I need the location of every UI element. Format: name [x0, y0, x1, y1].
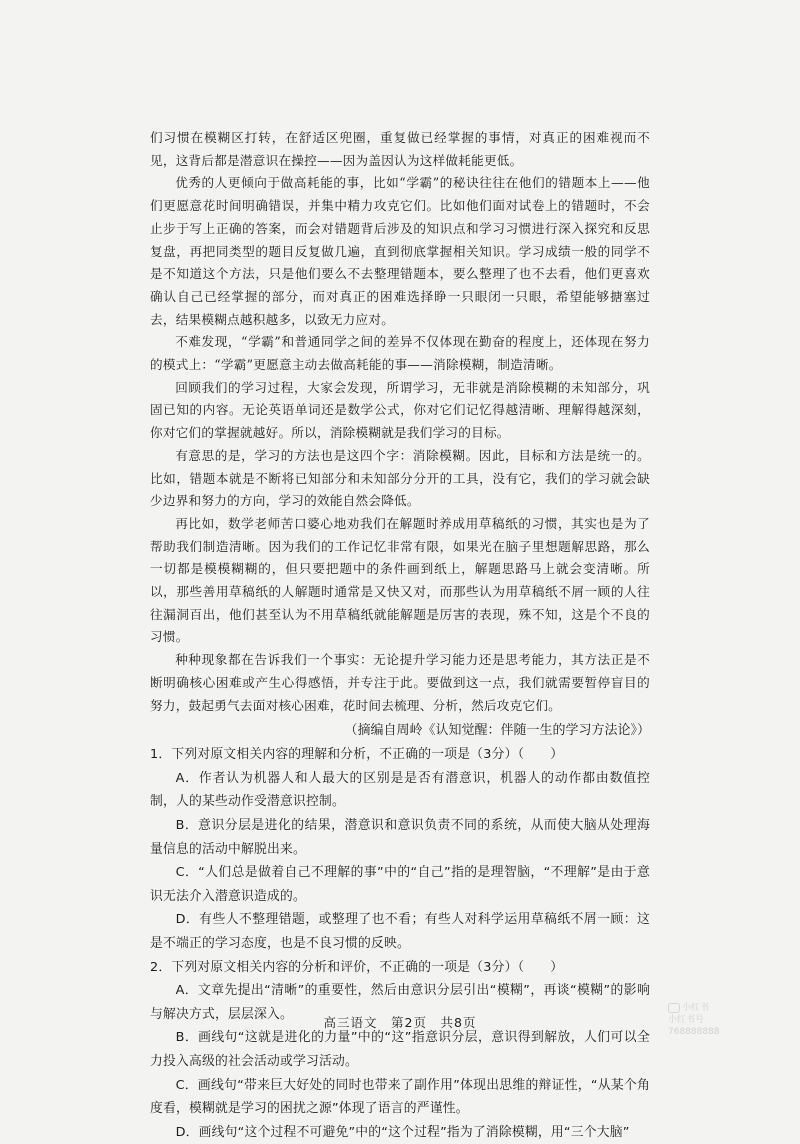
question-stem: 2．下列对原文相关内容的分析和评价，不正确的一项是（3分）（ ）	[150, 959, 564, 975]
watermark-brand: 小红书	[682, 1003, 710, 1013]
passage-paragraph-2: 优秀的人更倾向于做高耗能的事，比如“学霸”的秘诀往往在他们的错题本上——他们更愿意花时间明确错误，并集中精力攻克它们。比如他们面对试卷上的错题时，不会止步于写上正确的答案，而会对错题背后涉及的知识点和学习习惯进行深入探究和反思复盘，再把同类型的题目反复做几遍，直到彻底掌握相关知识。学习成绩一般的同学不是不知道这个方法，只是他们要么不去整理错题本，要么整理了也不去看，他们更喜欢确认自己已经掌握的部分，而对真正的困难选择睁一只眼闭一只眼，希望能够搪塞过去，结果模糊点越积越多，以致无力应对。	[150, 175, 650, 327]
question-option: D．画线句“这个过程不可避免”中的“这个过程”指为了消除模糊，用“三个大脑”	[175, 1124, 630, 1140]
question-option: B．意识分层是进化的结果，潜意识和意识负责不同的系统，从而使大脑从处理海量信息的活动中解脱出来。	[150, 818, 650, 857]
question-option: A．文章先提出“清晰”的重要性，然后由意识分层引出“模糊”，再谈“模糊”的影响与解决方式，层层深入。	[150, 983, 650, 1022]
question-option: A．作者认为机器人和人最大的区别是是否有潜意识，机器人的动作都由数值控制，人的某些动作受潜意识控制。	[150, 770, 650, 810]
passage-paragraph-4: 回顾我们的学习过程，大家会发现，所谓学习，无非就是消除模糊的未知部分，巩固已知的内容。无论英语单词还是数学公式，你对它们记忆得越清晰、理解得越深刻，你对它们的掌握就越好。所以，消除模糊就是我们学习的目标。	[150, 379, 650, 441]
passage-paragraph-5: 有意思的是，学习的方法也是这四个字：消除模糊。因此，目标和方法是统一的。比如，错题本就是不断将已知部分和未知部分分开的工具，没有它，我们的学习就会缺少边界和努力的方向，学习的效能自然会降低。	[150, 447, 650, 509]
question-option: D．有些人不整理错题，或整理了也不看；有些人对科学运用草稿纸不屑一顾：这是不端正的学习态度，也是不良习惯的反映。	[150, 912, 650, 952]
question-2	[150, 956, 650, 1144]
page-footer: 高三语文 第2页 共8页	[323, 1015, 477, 1030]
question-option: C．“人们总是做着自己不理解的事”中的“自己”指的是理智脑，“不理解”是由于意识无法介入潜意识造成的。	[150, 865, 650, 904]
question-1	[150, 743, 650, 955]
question-option: C．画线句“带来巨大好处的同时也带来了副作用”体现出思维的辩证性，“从某个角度看，模糊就是学习的困扰之源”体现了语言的严谨性。	[150, 1077, 650, 1117]
question-option: B．画线句“这就是进化的力量”中的“这”指意识分层，意识得到解放，人们可以全力投入高级的社会活动或学习活动。	[150, 1030, 650, 1069]
watermark	[668, 1002, 730, 1042]
passage-source: （摘编自周岭《认知觉醒：伴随一生的学习方法论》）	[344, 723, 650, 739]
watermark-icon	[668, 1003, 680, 1013]
watermark-id: 小红书号 768888888	[668, 1015, 720, 1037]
passage-paragraph-6: 再比如，数学老师苦口婆心地劝我们在解题时养成用草稿纸的习惯，其实也是为了帮助我们制造清晰。因为我们的工作记忆非常有限，如果光在脑子里想题解思路，那么一切都是模模糊糊的，但只要把题中的条件画到纸上，解题思路马上就会变清晰。所以，那些善用草稿纸的人解题时通常是又快又对，而那些认为用草稿纸不屑一顾的人往往漏洞百出，他们甚至认为不用草稿纸就能解题是厉害的表现，殊不知，这是个不良的习惯。	[150, 515, 650, 645]
passage-paragraph-3: 不难发现，“学霸”和普通同学之间的差异不仅体现在勤奋的程度上，还体现在努力的模式上：“学霸”更愿意主动去做高耗能的事——消除模糊，制造清晰。	[150, 334, 650, 373]
passage-paragraph-1: 们习惯在模糊区打转，在舒适区兜圈，重复做已经掌握的事情，对真正的困难视而不见，这背后都是潜意识在操控——因为盖因认为这样做耗能更低。	[150, 130, 650, 168]
page-body	[150, 127, 650, 1144]
question-stem: 1．下列对原文相关内容的理解和分析，不正确的一项是（3分）（ ）	[150, 747, 564, 763]
passage-paragraph-7: 种种现象都在告诉我们一个事实：无论提升学习能力还是思考能力，其方法正是不断明确核心困难或产生心得感悟，并专注于此。要做到这一点，我们就需要暂停盲目的努力，鼓起勇气去面对核心困难，花时间去梳理、分析，然后攻克它们。	[150, 652, 650, 713]
